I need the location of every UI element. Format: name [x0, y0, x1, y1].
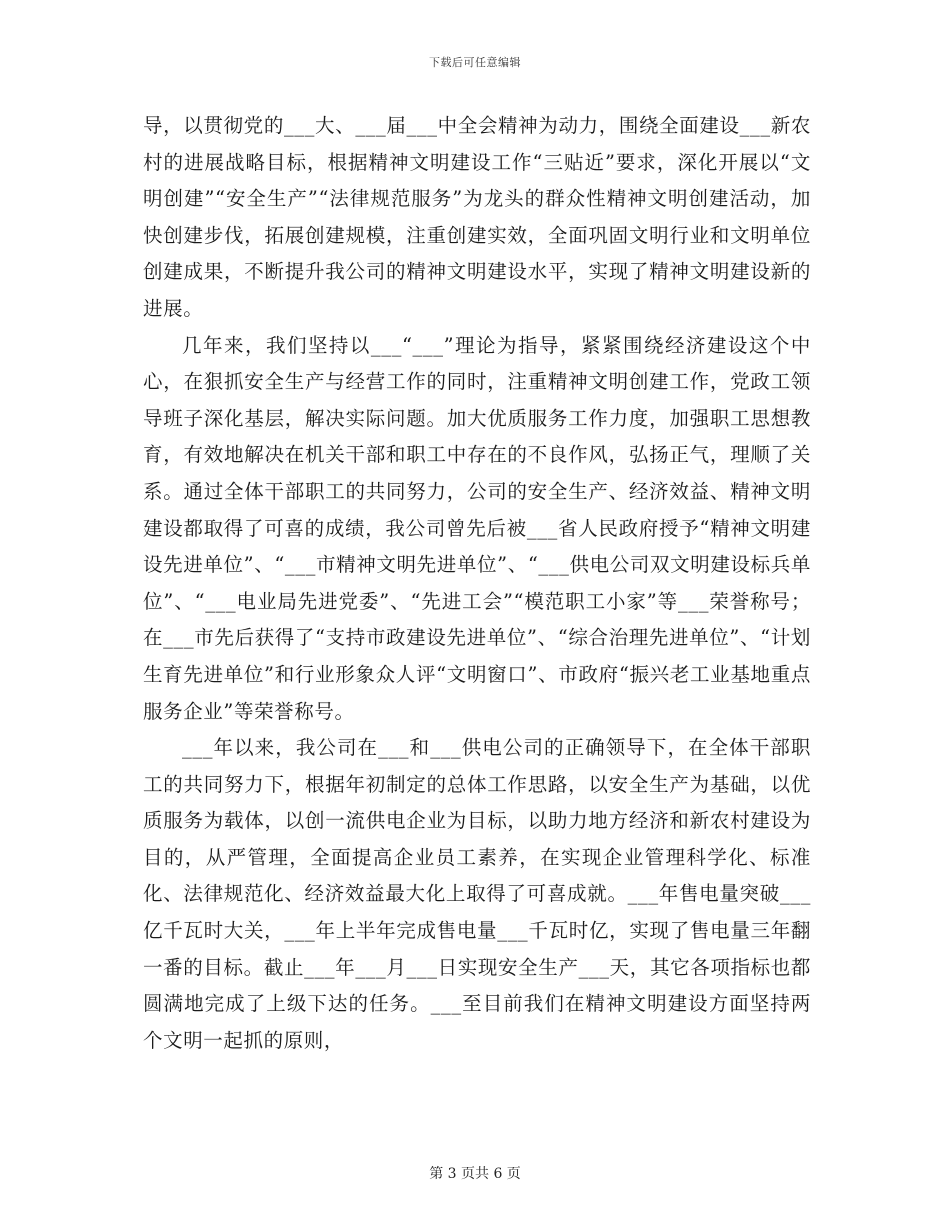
page-header: 下载后可任意编辑 [429, 56, 521, 69]
document-body [143, 108, 811, 1059]
paragraph-2: 几年来，我们坚持以___“___”理论为指导，紧紧围绕经济建设这个中心，在狠抓安全生产与经营工作的同时，注重精神文明创建工作，党政工领导班子深化基层，解决实际问题。加大优质服务工作力度，加强职工思想教育，有效地解决在机关干部和职工中存在的不良作风，弘扬正气，理顺了关系。通过全体干部职工的共同努力，公司的安全生产、经济效益、精神文明建设都取得了可喜的成绩，我公司曾先后被___省人民政府授予“精神文明建设先进单位”、“___市精神文明先进单位”、“___供电公司双文明建设标兵单位”、“___电业局先进党委”、“先进工会”“模范职工小家”等___荣誉称号；在___市先后获得了“支持市政建设先进单位”、“综合治理先进单位”、“计划生育先进单位”和行业形象众人评“文明窗口”、市政府“振兴老工业基地重点服务企业”等荣誉称号。 [143, 333, 811, 723]
page-number-footer: 第 3 页共 6 页 [429, 1166, 521, 1182]
paragraph-1: 导，以贯彻党的___大、___届___中全会精神为动力，围绕全面建设___新农村的进展战略目标，根据精神文明建设工作“三贴近”要求，深化开展以“文明创建”“安全生产”“法律规范服务”为龙头的群众性精神文明创建活动，加快创建步伐，拓展创建规模，注重创建实效，全面巩固文明行业和文明单位创建成果，不断提升我公司的精神文明建设水平，实现了精神文明建设新的进展。 [143, 114, 811, 320]
paragraph-3: ___年以来，我公司在___和___供电公司的正确领导下，在全体干部职工的共同努力下，根据年初制定的总体工作思路，以安全生产为基础，以优质服务为载体，以创一流供电企业为目标，以助力地方经济和新农村建设为目的，从严管理，全面提高企业员工素养，在实现企业管理科学化、标准化、法律规范化、经济效益最大化上取得了可喜成就。___年售电量突破___亿千瓦时大关，___年上半年完成售电量___千瓦时亿，实现了售电量三年翻一番的目标。截止___年___月___日实现安全生产___天，其它各项指标也都圆满地完成了上级下达的任务。___至目前我们在精神文明建设方面坚持两个文明一起抓的原则， [143, 736, 811, 1052]
